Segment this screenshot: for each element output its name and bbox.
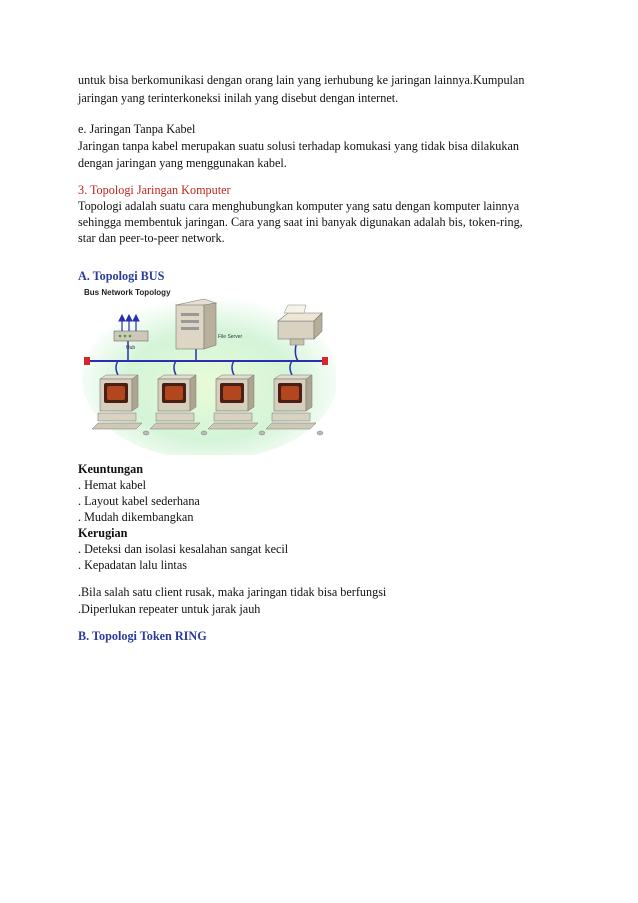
advantage-item: . Hemat kabel (78, 478, 147, 492)
bus-topology-diagram (78, 283, 336, 455)
bus-topology-figure (78, 283, 336, 455)
advantages-heading: Keuntungan (78, 462, 144, 476)
mouse-icon (317, 431, 323, 435)
note-item: .Bila salah satu client rusak, maka jaringan tidak bisa berfungsi (78, 585, 387, 599)
paragraph-line: Jaringan tanpa kabel merupakan suatu solusi terhadap komukasi yang tidak bisa dilakukan (78, 139, 519, 153)
disadvantage-item: . Kepadatan lalu lintas (78, 558, 187, 572)
paragraph-line: dengan jaringan yang menggunakan kabel. (78, 156, 287, 170)
disadvantages-heading: Kerugian (78, 526, 128, 540)
paragraph-line: star dan peer-to-peer network. (78, 231, 225, 245)
subsection-heading: e. Jaringan Tanpa Kabel (78, 122, 196, 136)
section-heading: 3. Topologi Jaringan Komputer (78, 183, 231, 197)
paragraph-line: jaringan yang terinterkoneksi inilah yang disebut dengan internet. (78, 91, 399, 105)
section-b-heading: B. Topologi Token RING (78, 629, 207, 643)
left-terminator (84, 357, 90, 365)
note-item: .Diperlukan repeater untuk jarak jauh (78, 602, 261, 616)
advantage-item: . Layout kabel sederhana (78, 494, 200, 508)
disadvantage-item: . Deteksi dan isolasi kesalahan sangat kecil (78, 542, 289, 556)
mouse-icon (143, 431, 149, 435)
figure-title: Bus Network Topology (84, 288, 171, 297)
mouse-icon (259, 431, 265, 435)
hub-label: Hub (126, 345, 136, 351)
file-server-label: File Server (218, 334, 243, 340)
paragraph-line: untuk bisa berkomunikasi dengan orang lain yang ierhubung ke jaringan lainnya.Kumpulan (78, 73, 525, 87)
paragraph-line: Topologi adalah suatu cara menghubungkan komputer yang satu dengan komputer lainnya (78, 199, 520, 213)
advantage-item: . Mudah dikembangkan (78, 510, 194, 524)
right-terminator (322, 357, 328, 365)
section-a-heading: A. Topologi BUS (78, 269, 165, 283)
mouse-icon (201, 431, 207, 435)
paragraph-line: sehingga membentuk jaringan. Cara yang saat ini banyak digunakan adalah bis, token-ring, (78, 215, 523, 229)
